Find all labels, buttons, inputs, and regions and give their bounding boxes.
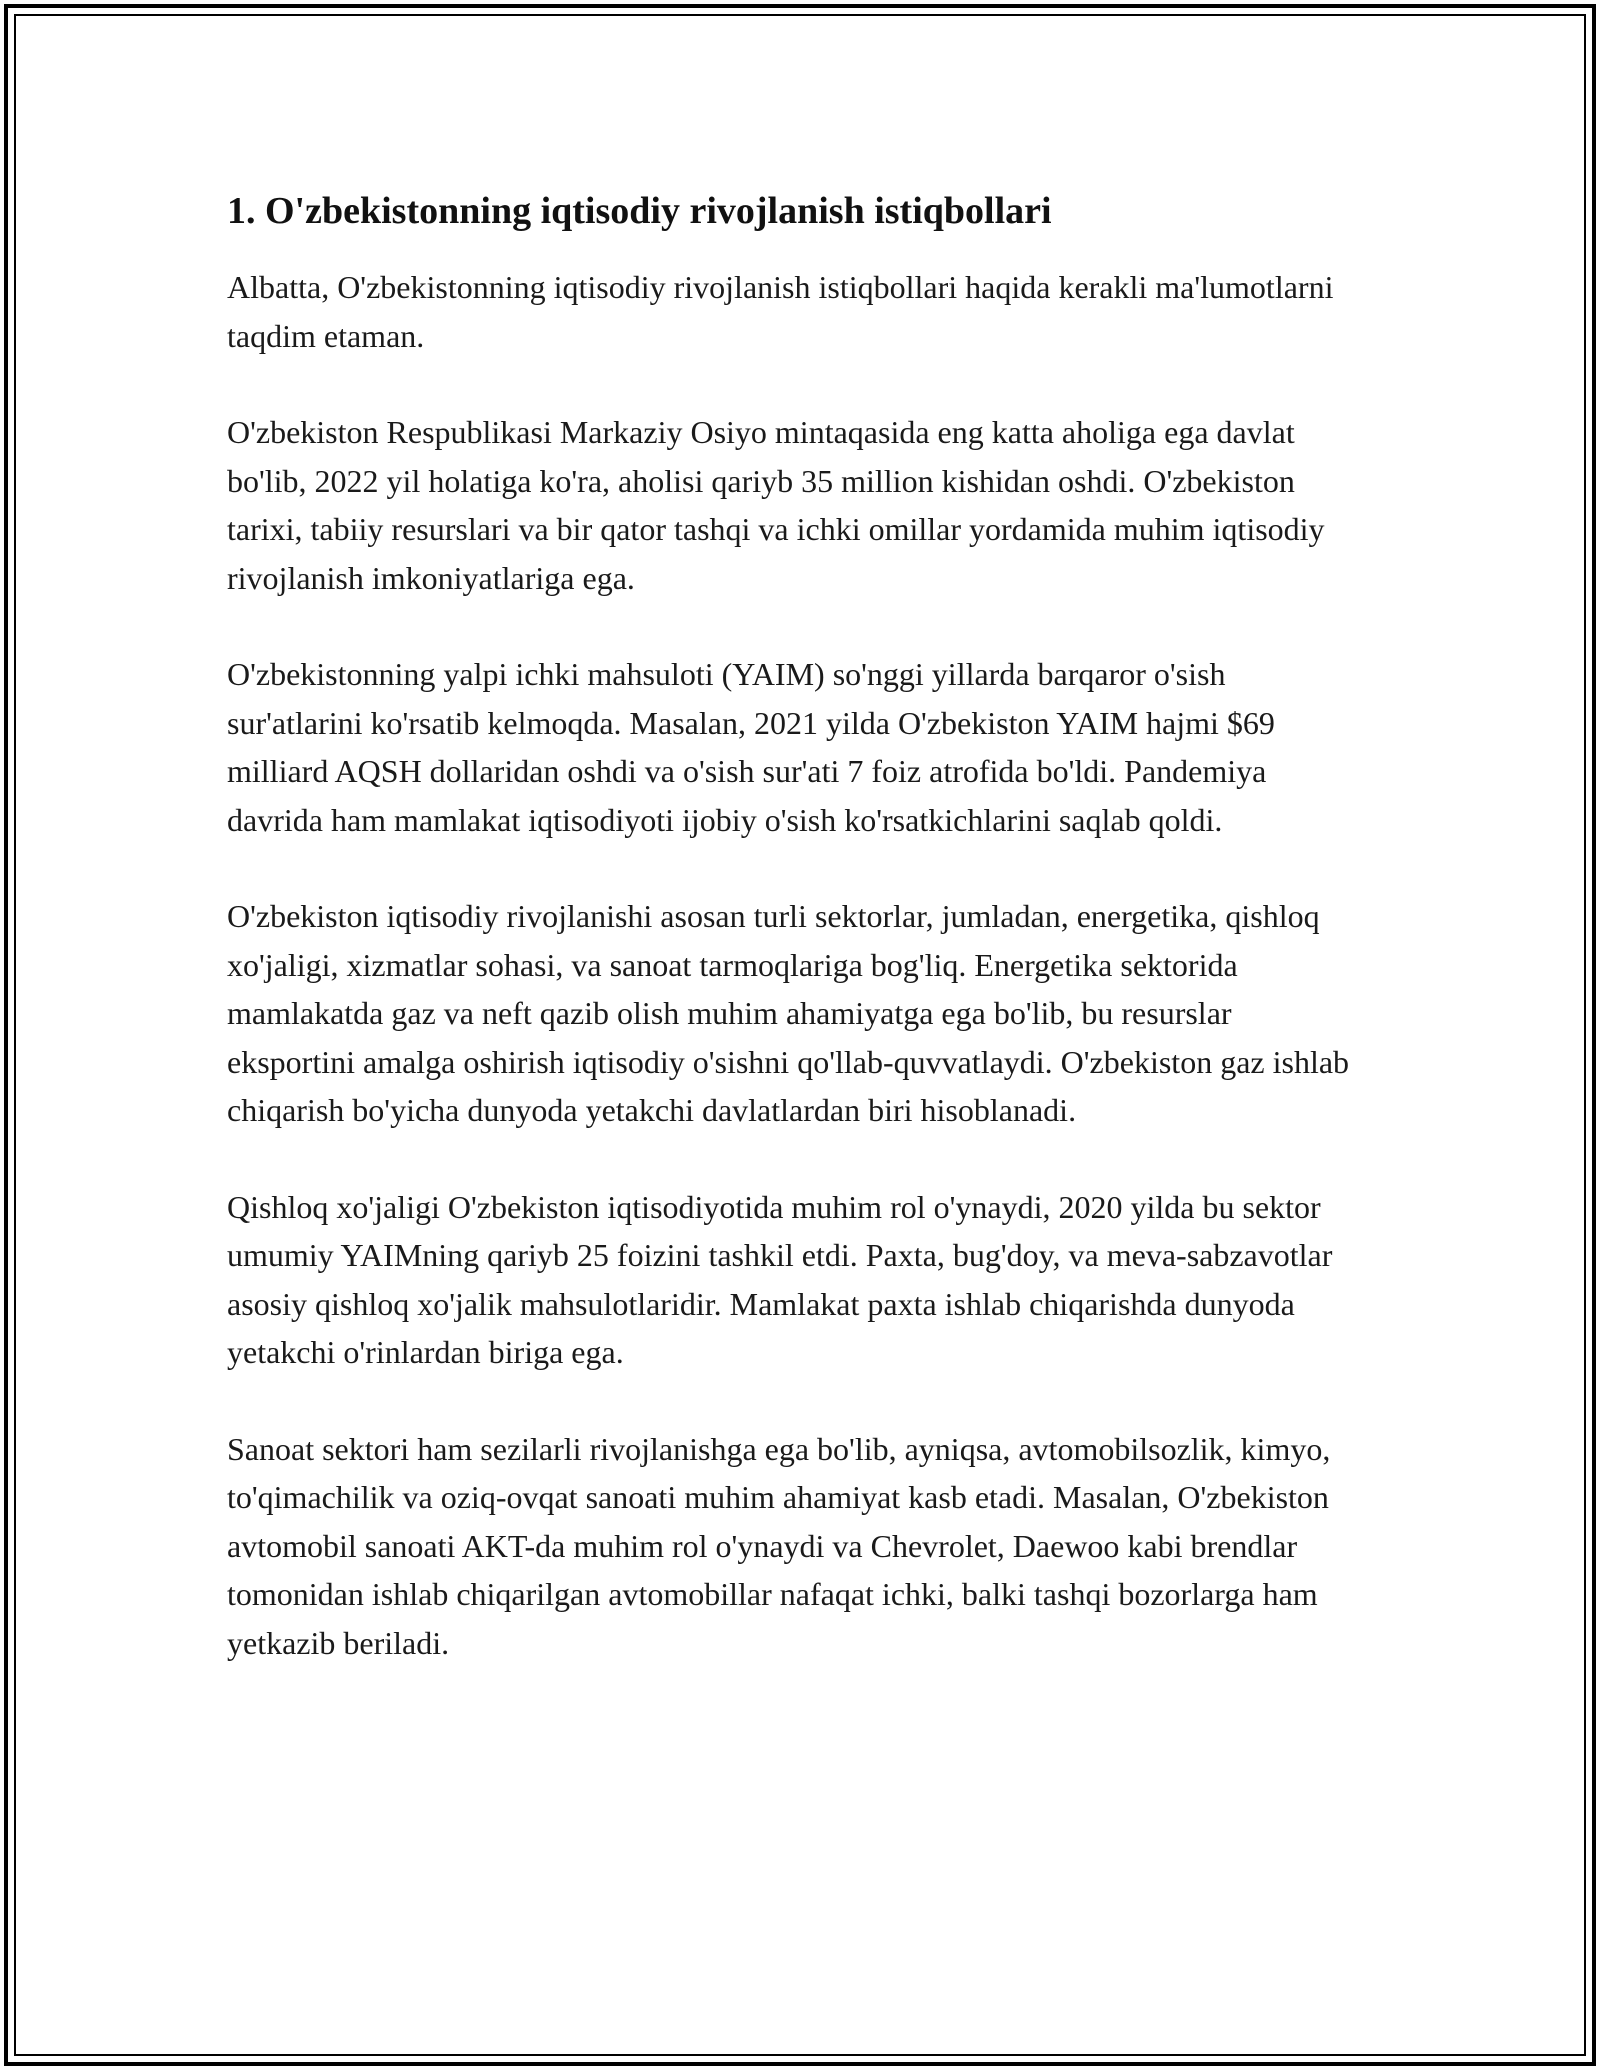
section-heading: 1. O'zbekistonning iqtisodiy rivojlanish istiqbollari: [227, 190, 1052, 232]
industry-paragraph: Sanoat sektori ham sezilarli rivojlanishga ega bo'lib, ayniqsa, avtomobilsozlik, kimyo, to'qimachilik va oziq-ovqat sanoati muhim ahamiyat kasb etadi. Masalan, O'zbekiston avtomobil sanoati AKT-da muhim rol o'ynaydi va Chevrolet, Daewoo kabi brendlar tomonidan ishlab chiqarilgan avtomobillar nafaqat ichki, balki tashqi bozorlarga ham yetkazib beriladi.: [227, 1430, 1331, 1661]
gdp-paragraph: O'zbekistonning yalpi ichki mahsuloti (YAIM) so'nggi yillarda barqaror o'sish sur'atlarini ko'rsatib kelmoqda. Masalan, 2021 yilda O'zbekiston YAIM hajmi $69 milliard AQSH dollaridan oshdi va o'sish sur'ati 7 foiz atrofida bo'ldi. Pandemiya davrida ham mamlakat iqtisodiyoti ijobiy o'sish ko'rsatkichlarini saqlab qoldi.: [227, 656, 1275, 838]
intro-paragraph: Albatta, O'zbekistonning iqtisodiy rivojlanish istiqbollari haqida kerakli ma'lumotlarni taqdim etaman.: [227, 269, 1334, 354]
agriculture-paragraph: Qishloq xo'jaligi O'zbekiston iqtisodiyotida muhim rol o'ynaydi, 2020 yilda bu sektor umumiy YAIMning qariyb 25 foizini tashkil etdi. Paxta, bug'doy, va meva-sabzavotlar asosiy qishloq xo'jalik mahsulotlaridir. Mamlakat paxta ishlab chiqarishda dunyoda yetakchi o'rinlardan biriga ega.: [227, 1188, 1333, 1370]
sectors-paragraph: O'zbekiston iqtisodiy rivojlanishi asosan turli sektorlar, jumladan, energetika, qishloq xo'jaligi, xizmatlar sohasi, va sanoat tarmoqlariga bog'liq. Energetika sektorida mamlakatda gaz va neft qazib olish muhim ahamiyatga ega bo'lib, bu resurslar eksportini amalga oshirish iqtisodiy o'sishni qo'llab-quvvatlaydi. O'zbekiston gaz ishlab chiqarish bo'yicha dunyoda yetakchi davlatlardan biri hisoblanadi.: [227, 898, 1350, 1128]
population-paragraph: O'zbekiston Respublikasi Markaziy Osiyo mintaqasida eng katta aholiga ega davlat bo'lib, 2022 yil holatiga ko'ra, aholisi qariyb 35 million kishidan oshdi. O'zbekiston tarixi, tabiiy resurslari va bir qator tashqi va ichki omillar yordamida muhim iqtisodiy rivojlanish imkoniyatlariga ega.: [227, 414, 1325, 596]
document-body: [227, 185, 1367, 1715]
